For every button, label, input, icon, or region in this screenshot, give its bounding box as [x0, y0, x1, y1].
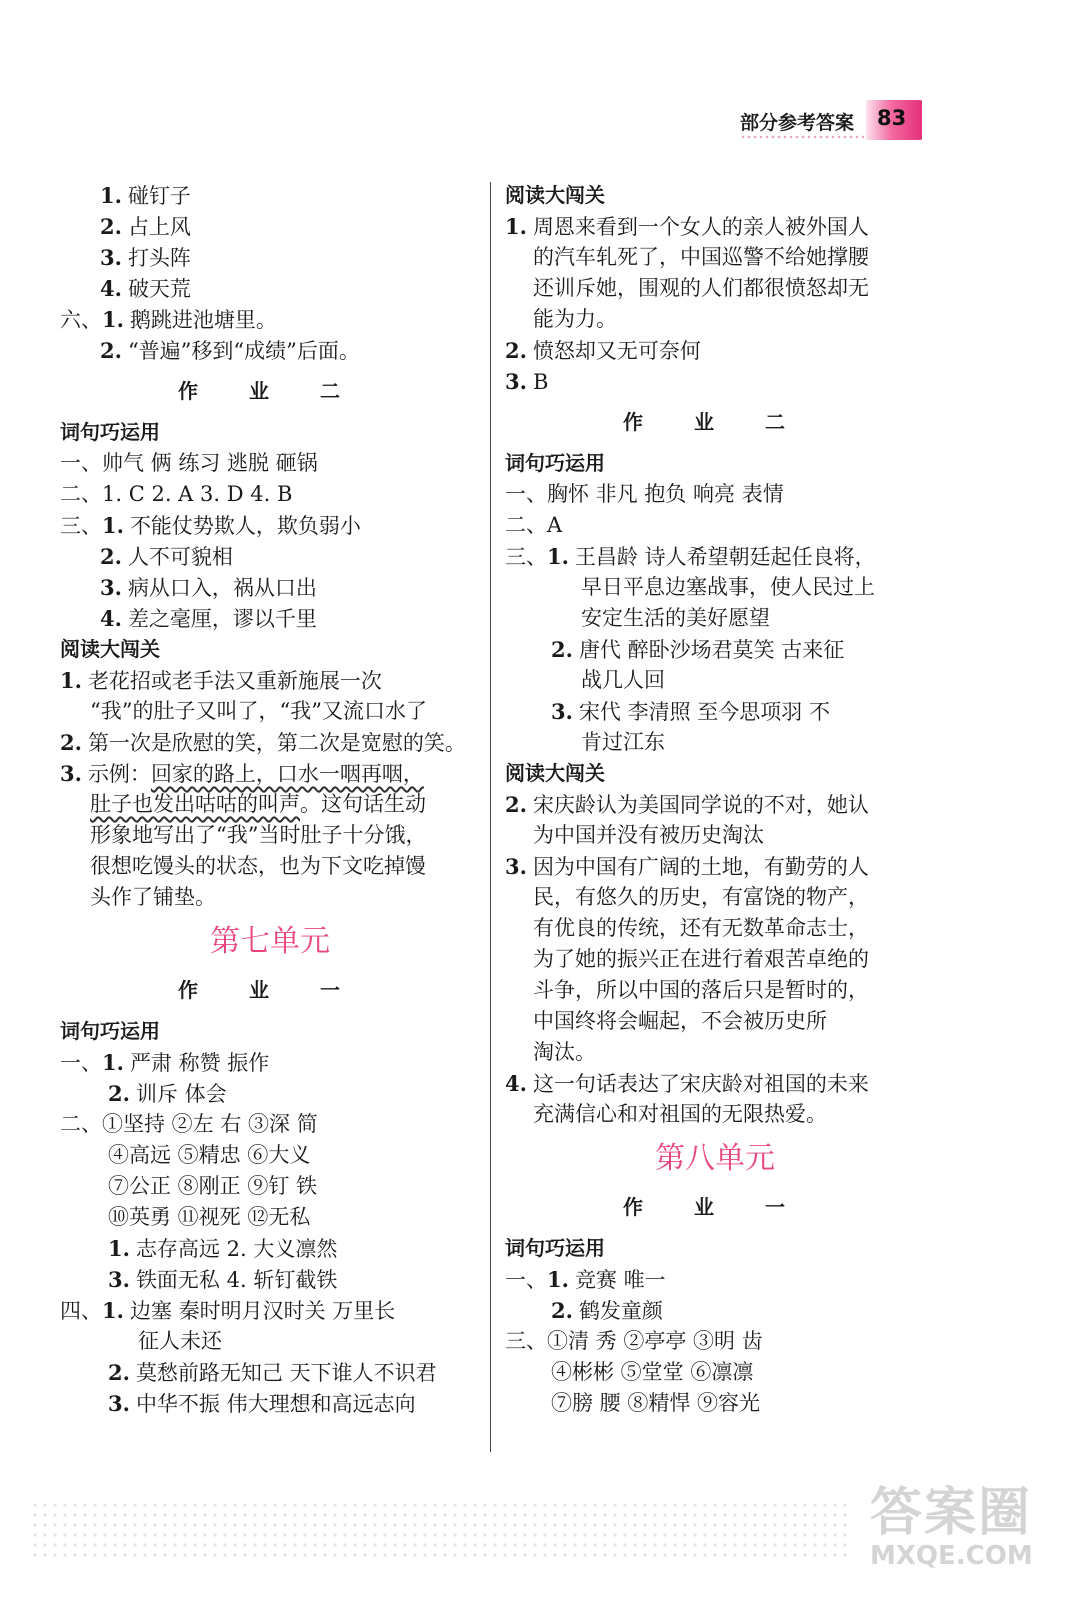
answer-line: [505, 882, 925, 913]
answer-line: [505, 1006, 925, 1037]
answer-line: [60, 696, 480, 727]
answer-line: [60, 211, 480, 242]
answer-text: 王昌龄 诗人希望朝廷起任良将，: [574, 545, 876, 569]
answer-line: [505, 1264, 925, 1295]
answer-text: 肯过江东: [581, 730, 665, 754]
answer-text: 周恩来看到一个女人的亲人被外国人: [532, 215, 869, 239]
assignment-title: 作 业 一: [178, 978, 362, 1002]
answer-line: [60, 1140, 480, 1171]
answer-number: 3.: [108, 1267, 130, 1292]
answer-number: 1.: [102, 1298, 124, 1323]
answer-line: [505, 510, 925, 541]
unit-title: 第七单元: [210, 924, 330, 959]
watermark-text: 答案圈: [870, 1483, 1033, 1543]
answer-number: 3.: [60, 761, 82, 786]
answer-text: “普遍”移到“成绩”后面。: [127, 339, 360, 363]
answer-line: [505, 634, 925, 665]
answer-number: 3.: [505, 854, 527, 879]
answer-line: [505, 211, 925, 242]
answer-number: 2.: [100, 338, 122, 363]
left-column: [60, 180, 480, 1419]
answer-line: [60, 1357, 480, 1388]
answer-line: [505, 479, 925, 510]
answer-text: 征人未还: [138, 1329, 222, 1353]
answer-line: [505, 696, 925, 727]
answer-number: 4.: [100, 276, 122, 301]
answer-text: 铁面无私 4. 斩钉截铁: [135, 1268, 338, 1292]
answer-line: [505, 366, 925, 397]
answer-line: [505, 541, 925, 572]
answer-line: [505, 335, 925, 366]
answer-text: 二、1. C 2. A 3. D 4. B: [60, 482, 293, 506]
answer-text: 唐代 醉卧沙场君莫笑 古来征: [578, 638, 845, 662]
answer-number: 1.: [100, 183, 122, 208]
answer-line: [60, 1202, 480, 1233]
answer-text: 志存高远 2. 大义凛然: [135, 1237, 338, 1261]
answer-text: 一、胸怀 非凡 抱负 响亮 表情: [505, 482, 784, 506]
answer-text: 中国终将会崛起，不会被历史所: [533, 1009, 827, 1033]
answer-text: 战几人回: [581, 668, 665, 692]
answer-line: [60, 851, 480, 882]
answer-prefix: 一、: [60, 1051, 102, 1075]
answer-line: [505, 789, 925, 820]
answer-line: [505, 820, 925, 851]
answer-line: [60, 448, 480, 479]
answer-line: [60, 727, 480, 758]
answer-line: [505, 242, 925, 273]
answer-text: 二、A: [505, 513, 563, 537]
answer-line: [505, 913, 925, 944]
answer-number: 1.: [505, 214, 527, 239]
answer-text: 很想吃馒头的状态，也为下文吃掉馒: [90, 854, 426, 878]
answer-number: 1.: [547, 1267, 569, 1292]
answer-text: 有优良的传统，还有无数革命志士，: [533, 916, 869, 940]
answer-line: [60, 1295, 480, 1326]
answer-text: 宋代 李清照 至今思项羽 不: [578, 700, 830, 724]
answer-text: 因为中国有广阔的土地，有勤劳的人: [532, 855, 869, 879]
answer-text: 二、①坚持 ②左 右 ③深 简: [60, 1112, 318, 1136]
answer-text: 鹤发童颜: [578, 1299, 663, 1323]
answer-number: 3.: [100, 245, 122, 270]
page-header: [740, 100, 940, 144]
answer-line: [505, 1357, 925, 1388]
column-divider: [490, 182, 491, 1452]
answer-text: 老花招或老手法又重新施展一次: [87, 669, 382, 693]
answer-line: [60, 242, 480, 273]
answer-prefix: 六、: [60, 308, 102, 332]
section-heading: 阅读大闯关: [505, 183, 605, 207]
answer-prefix: 三、: [505, 545, 547, 569]
answer-line: [505, 1326, 925, 1357]
answer-text: ④彬彬 ⑤堂堂 ⑥凛凛: [551, 1360, 754, 1384]
answer-line: [60, 1264, 480, 1295]
header-label: 部分参考答案: [740, 112, 855, 134]
answer-text: 头作了铺垫。: [90, 885, 216, 909]
answer-number: 2.: [100, 214, 122, 239]
answer-line: [505, 851, 925, 882]
answer-text: 占上风: [127, 215, 191, 239]
answer-line: [505, 603, 925, 634]
answer-text: 还训斥她，围观的人们都很愤怒却无: [533, 276, 869, 300]
answer-number: 3.: [551, 699, 573, 724]
answer-text: 中华不振 伟大理想和高远志向: [135, 1392, 416, 1416]
answer-line: [60, 1047, 480, 1078]
answer-line: [505, 304, 925, 335]
answer-text: 形象地写出了“我”当时肚子十分饿，: [90, 823, 427, 847]
section-heading: 词句巧运用: [60, 1019, 160, 1043]
answer-number: 1.: [102, 1050, 124, 1075]
page-number: 83: [877, 106, 907, 130]
answer-text: 莫愁前路无知己 天下谁人不识君: [135, 1361, 437, 1385]
answer-text: 为中国并没有被历史淘汰: [533, 823, 764, 847]
answer-text: 严肃 称赞 振作: [129, 1051, 270, 1075]
answer-line: [60, 603, 480, 634]
answer-line: [60, 273, 480, 304]
right-column: [505, 180, 925, 1419]
answer-text: 示例：: [87, 762, 151, 786]
answer-line: [60, 665, 480, 696]
watermark-logo: [870, 1470, 1060, 1590]
answer-text: 差之毫厘，谬以千里: [127, 607, 317, 631]
answer-text: 一、帅气 俩 练习 逃脱 砸锅: [60, 451, 318, 475]
answer-text: 愤怒却又无可奈何: [532, 339, 701, 363]
unit-title: 第八单元: [655, 1141, 775, 1176]
answer-line: [60, 820, 480, 851]
answer-text: 斗争，所以中国的落后只是暂时的，: [533, 978, 869, 1002]
answer-line: [60, 304, 480, 335]
answer-text: 边塞 秦时明月汉时关 万里长: [129, 1299, 396, 1323]
answer-line: [505, 1068, 925, 1099]
answer-number: 2.: [100, 544, 122, 569]
answer-text: 三、①清 秀 ②亭亭 ③明 齿: [505, 1329, 763, 1353]
answer-prefix: 四、: [60, 1299, 102, 1323]
answer-text: 训斥 体会: [135, 1082, 227, 1106]
answer-text: 不能仗势欺人，欺负弱小: [129, 514, 361, 538]
answer-text: ⑦膀 腰 ⑧精悍 ⑨容光: [551, 1391, 761, 1415]
answer-line: [60, 1326, 480, 1357]
answer-text: 淘汰。: [533, 1040, 596, 1064]
answer-line: [60, 335, 480, 366]
answer-text: 。这句话生动: [300, 792, 426, 816]
answer-number: 4.: [505, 1071, 527, 1096]
answer-text: ④高远 ⑤精忠 ⑥大义: [108, 1143, 311, 1167]
answer-line: [60, 1388, 480, 1419]
answer-text: ⑦公正 ⑧刚正 ⑨钉 铁: [108, 1174, 318, 1198]
answer-text: 充满信心和对祖国的无限热爱。: [533, 1102, 827, 1126]
answer-line: [60, 1109, 480, 1140]
answer-line: [60, 541, 480, 572]
answer-text: B: [532, 370, 549, 394]
answer-line: [505, 1388, 925, 1419]
answer-line: [60, 572, 480, 603]
answer-number: 3.: [100, 575, 122, 600]
answer-line: [60, 1233, 480, 1264]
answer-text: 鹅跳进池塘里。: [129, 308, 277, 332]
answer-number: 3.: [108, 1391, 130, 1416]
answer-number: 3.: [505, 369, 527, 394]
answer-line: [60, 758, 480, 789]
section-heading: 词句巧运用: [60, 420, 160, 444]
answer-line: [505, 944, 925, 975]
answer-line: [60, 479, 480, 510]
answer-text: “我”的肚子又叫了，“我”又流口水了: [90, 699, 427, 723]
answer-number: 2.: [551, 637, 573, 662]
answer-text: 民，有悠久的历史，有富饶的物产，: [533, 885, 869, 909]
answer-number: 2.: [108, 1081, 130, 1106]
answer-number: 2.: [108, 1360, 130, 1385]
answer-number: 2.: [60, 730, 82, 755]
answer-text: 破天荒: [127, 277, 191, 301]
answer-number: 1.: [108, 1236, 130, 1261]
answer-number: 1.: [547, 544, 569, 569]
answer-line: [60, 1078, 480, 1109]
section-heading: 词句巧运用: [505, 451, 605, 475]
answer-line: [505, 572, 925, 603]
answer-line: [60, 789, 480, 820]
underlined-text: 回家的路上，口水一咽再咽，: [150, 762, 424, 786]
answer-text: 安定生活的美好愿望: [581, 606, 770, 630]
answer-prefix: 一、: [505, 1268, 547, 1292]
answer-text: 人不可貌相: [127, 545, 233, 569]
answer-text: ⑩英勇 ⑪视死 ⑫无私: [108, 1205, 311, 1229]
answer-text: 这一句话表达了宋庆龄对祖国的未来: [532, 1072, 869, 1096]
answer-line: [60, 510, 480, 541]
answer-number: 1.: [102, 307, 124, 332]
answer-line: [60, 180, 480, 211]
answer-text: 的汽车轧死了，中国巡警不给她撑腰: [533, 245, 869, 269]
answer-line: [505, 273, 925, 304]
answer-text: 打头阵: [127, 246, 191, 270]
answer-text: 宋庆龄认为美国同学说的不对，她认: [532, 793, 869, 817]
answer-line: [60, 1171, 480, 1202]
answer-text: 第一次是欣慰的笑，第二次是宽慰的笑。: [87, 731, 466, 755]
footer-dots: [30, 1500, 850, 1560]
answer-text: 为了她的振兴正在进行着艰苦卓绝的: [533, 947, 869, 971]
answer-text: 碰钉子: [127, 184, 191, 208]
assignment-title: 作 业 一: [623, 1195, 807, 1219]
answer-number: 2.: [505, 792, 527, 817]
answer-text: 病从口入，祸从口出: [127, 576, 317, 600]
underlined-text: 肚子也发出咕咕的叫声: [90, 792, 300, 816]
header-dots: [740, 134, 866, 140]
section-heading: 阅读大闯关: [60, 637, 160, 661]
answer-line: [505, 665, 925, 696]
answer-text: 竞赛 唯一: [574, 1268, 666, 1292]
answer-line: [60, 882, 480, 913]
answer-line: [505, 1099, 925, 1130]
assignment-title: 作 业 二: [178, 379, 362, 403]
answer-line: [505, 1295, 925, 1326]
answer-line: [505, 975, 925, 1006]
section-heading: 阅读大闯关: [505, 761, 605, 785]
answer-line: [505, 727, 925, 758]
answer-line: [505, 1037, 925, 1068]
section-heading: 词句巧运用: [505, 1236, 605, 1260]
answer-text: 早日平息边塞战事，使人民过上: [581, 575, 875, 599]
watermark-url: MXQE.COM: [870, 1541, 1033, 1571]
answer-prefix: 三、: [60, 514, 102, 538]
assignment-title: 作 业 二: [623, 410, 807, 434]
answer-text: 能为力。: [533, 307, 617, 331]
answer-number: 2.: [505, 338, 527, 363]
answer-number: 2.: [551, 1298, 573, 1323]
answer-number: 1.: [60, 668, 82, 693]
answer-number: 1.: [102, 513, 124, 538]
answer-number: 4.: [100, 606, 122, 631]
